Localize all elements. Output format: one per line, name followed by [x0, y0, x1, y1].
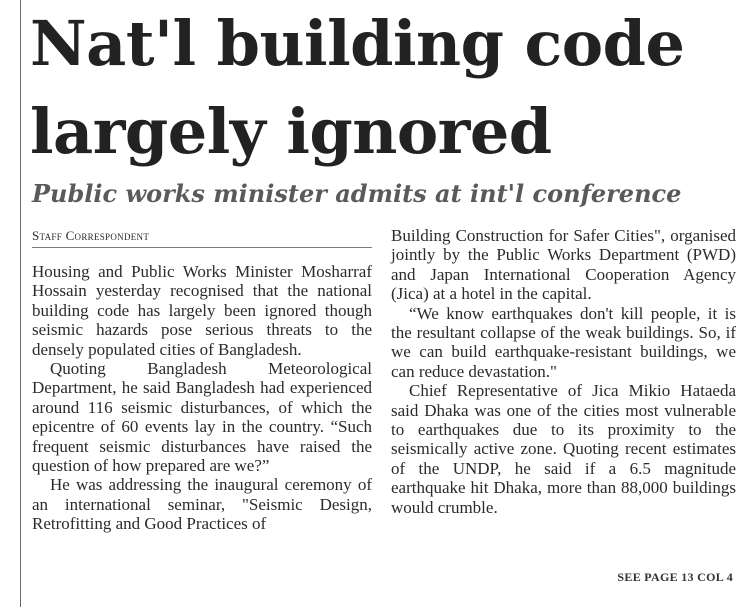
paragraph: He was addressing the inaugural ceremony of an international seminar, "Seismic Design, Retrofitting and Good Practices of [32, 475, 372, 534]
article-column-left [32, 228, 372, 534]
subheadline: Public works minister admits at int'l conference [32, 179, 682, 208]
paragraph: Quoting Bangladesh Meteorological Department, he said Bangladesh had experienced around 116 seismic disturbances, of which the epicentre of 60 events lay in the country. “Such frequent seismic disturbances have raised the question of how prepared are we?” [32, 359, 372, 476]
paragraph: Housing and Public Works Minister Mosharraf Hossain yesterday recognised that the national building code has largely been ignored though seismic hazards pose serious threats to the densely populated cities of Bangladesh. [32, 262, 372, 359]
paragraph: Chief Representative of Jica Mikio Hataeda said Dhaka was one of the cities most vulnerable to earthquakes due to its proximity to the seismically active zone. Quoting recent estimates of the UNDP, he said if a 6.5 magnitude earthquake hit Dhaka, more than 88,000 buildings would crumble. [391, 381, 736, 517]
continuation-note: SEE PAGE 13 COL 4 [617, 570, 733, 584]
article-column-right [391, 226, 736, 517]
byline: Staff Correspondent [32, 228, 372, 248]
paragraph: Building Construction for Safer Cities", organised jointly by the Public Works Department (PWD) and Japan International Cooperation Agency (Jica) at a hotel in the capital. [391, 226, 736, 304]
column-divider-rule [20, 0, 21, 607]
paragraph: “We know earthquakes don't kill people, it is the resultant collapse of the weak buildings. So, if we can build earthquake-resistant buildings, we can reduce devastation." [391, 303, 736, 381]
headline: Nat'l building code largely ignored [30, 7, 685, 168]
